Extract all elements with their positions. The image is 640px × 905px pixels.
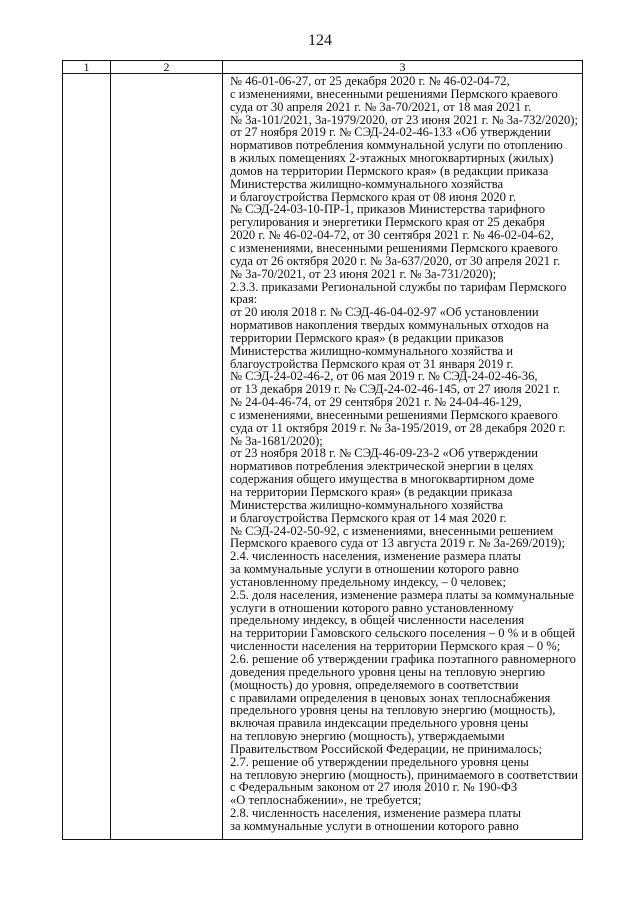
text-line: в жилых помещениях 2-этажных многоквартирных (жилых) [230,151,554,166]
text-line: суда от 26 октября 2020 г. № 3а-637/2020, от 30 апреля 2021 г. [230,253,561,268]
text-line: регулирования и энергетики Пермского края от 25 декабря [230,215,545,230]
text-line: № СЭД-24-02-50-92, с изменениями, внесенными решением [230,523,554,538]
text-line: на тепловую энергию (мощность), принимаемого в соответствии [230,767,579,782]
body-col-1 [63,74,110,839]
text-line: 2020 г. № 46-02-04-72, от 30 сентября 2021 г. № 46-02-04-62, [230,228,554,243]
text-line: с правилами определения в ценовых зонах теплоснабжения [230,690,551,705]
text-line: и благоустройства Пермского края от 08 июня 2020 г. [230,189,516,204]
document-table [62,60,583,840]
text-line: 2.8. численность населения, изменение размера платы [230,806,521,821]
text-line: 2.3.3. приказами Региональной службы по тарифам Пермского [230,279,567,294]
text-line: за коммунальные услуги в отношении которого равно [230,818,519,833]
text-line: от 13 декабря 2019 г. № СЭД-24-02-46-145, от 27 июля 2021 г. [230,382,561,397]
text-line: № 3а-1681/2020); [230,433,323,448]
text-line: нормативов потребления электрической энергии в целях [230,459,534,474]
text-line: с изменениями, внесенными решениями Пермского краевого [230,86,558,101]
text-line: содержания общего имущества в многоквартирном доме [230,472,535,487]
text-line: услуги в отношении которого равно установленному [230,600,514,615]
text-line: от 23 ноября 2018 г. № СЭД-46-09-23-2 «Об утверждении [230,446,538,461]
text-line: края: [230,292,258,307]
text-line: с изменениями, внесенными решениями Пермского краевого [230,407,558,422]
header-col-3: 3 [399,60,406,74]
text-line: № 3а-101/2021, 3а-1979/2020, от 23 июня 2021 г. № 3а-732/2020); [230,112,578,127]
text-line: «О теплоснабжении», не требуется; [230,793,422,808]
text-line: нормативов потребления коммунальной услуги по отоплению [230,138,563,153]
text-line: 2.5. доля населения, изменение размера платы за коммунальные [230,587,574,602]
text-line: домов на территории Пермского края» (в редакции приказа [230,163,549,178]
body-col-3-text [230,75,580,837]
text-line: от 27 ноября 2019 г. № СЭД-24-02-46-133 «Об утверждении [230,125,551,140]
text-line: нормативов накопления твердых коммунальных отходов на [230,318,549,333]
text-line: установленному предельному индексу, – 0 человек; [230,574,506,589]
text-line: № СЭД-24-03-10-ПР-1, приказов Министерства тарифного [230,202,546,217]
text-line: Пермского краевого суда от 13 августа 2019 г. № 3а-269/2019); [230,536,565,551]
text-line: на тепловую энергию (мощность), утверждаемыми [230,729,505,744]
text-line: суда от 30 апреля 2021 г. № 3а-70/2021, от 18 мая 2021 г. [230,99,532,114]
text-line: Министерства жилищно-коммунального хозяйства и [230,343,513,358]
text-line: 2.4. численность населения, изменение размера платы [230,549,521,564]
text-line: предельному индексу, в общей численности населения [230,613,525,628]
text-line: с Федеральным законом от 27 июля 2010 г. № 190-ФЗ [230,780,518,795]
text-line: Министерства жилищно-коммунального хозяйства [230,497,504,512]
text-line: за коммунальные услуги в отношении которого равно [230,562,519,577]
text-line: суда от 11 октября 2019 г. № 3а-195/2019, от 28 декабря 2020 г. [230,420,566,435]
text-line: на территории Пермского края» (в редакции приказа [230,485,513,499]
text-line: № СЭД-24-02-46-2, от 06 мая 2019 г. № СЭД-24-02-46-36, [230,369,538,384]
text-line: численности населения на территории Пермского края – 0 %; [230,639,561,654]
page-number: 124 [308,32,332,49]
text-line: включая правила индексации предельного уровня цены [230,716,529,731]
body-col-2 [111,74,222,839]
text-line: и благоустройства Пермского края от 14 мая 2020 г. [230,510,507,525]
text-line: № 46-01-06-27, от 25 декабря 2020 г. № 46-02-04-72, [230,75,510,88]
text-line: Министерства жилищно-коммунального хозяйства [230,176,504,191]
text-line: предельного уровня цены на тепловую энергию (мощность), [230,703,556,718]
header-col-1: 1 [83,60,90,74]
text-line: с изменениями, внесенными решениями Пермского краевого [230,240,558,255]
header-col-2: 2 [163,60,170,74]
text-line: благоустройства Пермского края от 31 января 2019 г. [230,356,514,371]
text-line: № 24-04-46-74, от 29 сентября 2021 г. № 24-04-46-129, [230,395,522,410]
column-divider-2 [222,61,223,839]
text-line: 2.7. решение об утверждении предельного уровня цены [230,754,529,769]
text-line: 2.6. решение об утверждении графика поэтапного равномерного [230,651,576,666]
text-line: от 20 июля 2018 г. № СЭД-46-04-02-97 «Об установлении [230,305,539,320]
text-line: доведения предельного уровня цены на тепловую энергию [230,664,546,679]
text-line: (мощность) до уровня, определяемого в соответствии [230,677,519,692]
text-line: Правительством Российской Федерации, не принималось; [230,741,542,756]
text-line: № 3а-70/2021, от 23 июня 2021 г. № 3а-731/2020); [230,266,497,281]
text-line: территории Пермского края» (в редакции приказов [230,330,504,345]
text-line: на территории Гамовского сельского поселения – 0 % и в общей [230,626,576,641]
